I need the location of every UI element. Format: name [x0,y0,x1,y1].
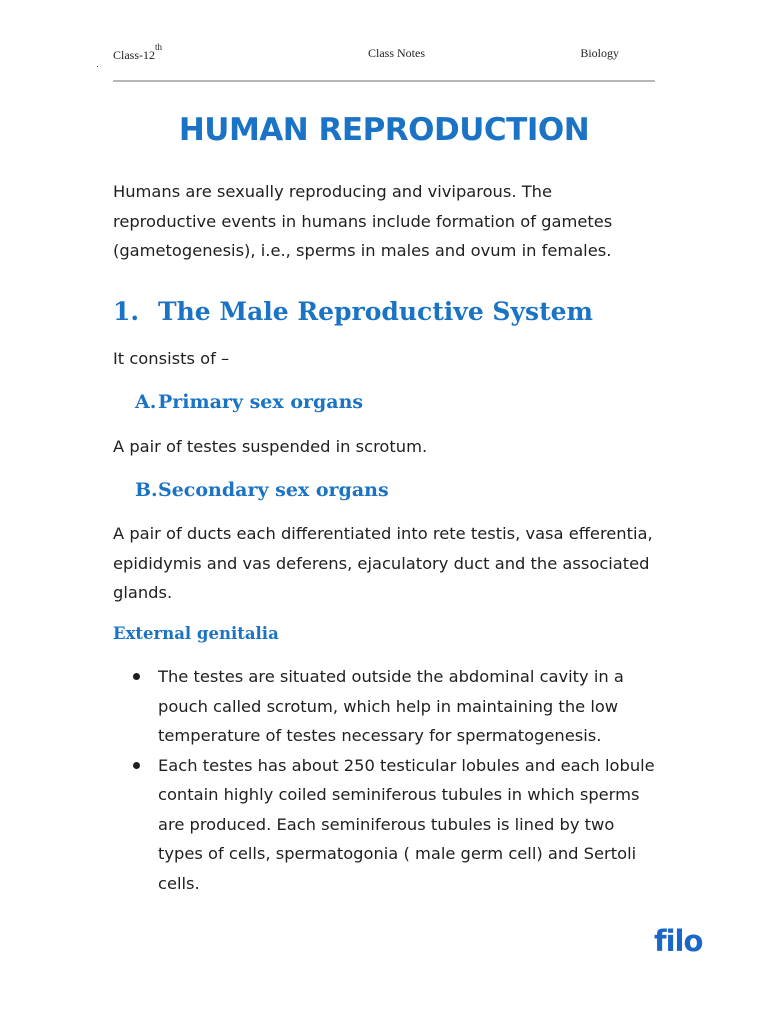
filo-logo: filo [654,924,703,958]
secondary-line: glands. [113,583,173,602]
section-heading [113,297,593,326]
section-number: 1. [113,297,140,326]
bullet-list [113,662,673,898]
intro-line: reproductive events in humans include formation of gametes [113,211,613,231]
intro-paragraph [113,177,658,266]
subheading-title: Secondary sex organs [158,479,389,501]
bullet-line: contain highly coiled seminiferous tubules in which sperms [158,785,640,804]
bullet-line: pouch called scrotum, which help in maintaining the low [158,696,619,716]
subheading-letter: B. [135,479,158,501]
subheading-secondary [135,479,389,501]
secondary-line: epididymis and vas deferens, ejaculatory duct and the associated [113,553,650,573]
notes-label: Class Notes [368,46,425,60]
bullet-line: cells. [158,873,200,893]
intro-line: (gametogenesis), i.e., sperms in males and ovum in females. [113,241,612,260]
subheading-primary [135,391,363,413]
page-title: HUMAN REPRODUCTION [178,112,590,148]
class-label: Class-12th [113,42,163,62]
bullet-line: The testes are situated outside the abdominal cavity in a [158,667,624,686]
stray-dot [97,66,98,67]
list-item [113,662,673,751]
external-genitalia-heading: External genitalia [113,624,279,643]
subheading-letter: A. [135,391,157,413]
secondary-line: A pair of ducts each differentiated into rete testis, vasa efferentia, [113,524,653,543]
section-lead: It consists of – [113,349,230,368]
bullet-line: Each testes has about 250 testicular lobules and each lobule [158,755,655,775]
primary-text: A pair of testes suspended in scrotum. [113,437,428,456]
secondary-text [113,519,658,608]
subheading-title: Primary sex organs [158,391,364,413]
bullet-line: are produced. Each seminiferous tubules is lined by two [158,814,615,834]
bullet-line: types of cells, spermatogonia ( male germ cell) and Sertoli [158,844,637,863]
section-title: The Male Reproductive System [158,297,593,326]
bullet-line: temperature of testes necessary for spermatogenesis. [158,726,602,745]
bullet-icon [133,762,140,769]
header-divider [113,80,655,82]
intro-line: Humans are sexually reproducing and viviparous. The [113,182,552,201]
subject-label: Biology [580,46,619,60]
list-item [113,751,673,899]
bullet-icon [133,673,140,680]
page-header [113,42,655,68]
